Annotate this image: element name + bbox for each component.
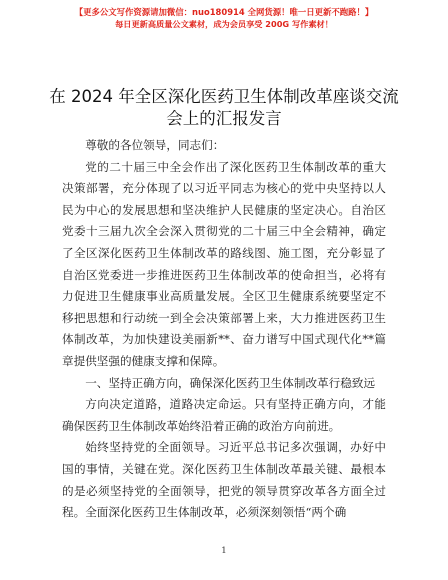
- salutation: 尊敬的各位领导，同志们：: [85, 138, 225, 152]
- promo-banner: [0, 6, 448, 30]
- paragraph-direction: 方向决定道路，道路决定命运。只有坚持正确方向，才能确保医药卫生体制改革始终沿着正确的政治方向前进。: [62, 397, 386, 433]
- section-heading-1: 一、坚持正确方向，确保深化医药卫生体制改革行稳致远: [85, 375, 376, 390]
- document-body: [62, 135, 386, 524]
- paragraph-party-leadership: 始终坚持党的全面领导。习近平总书记多次强调，办好中国的事情，关键在党。深化医药卫生体制改革最关键、最根本的是必须坚持党的全面领导，把党的领导贯穿改革各方面全过程。全面深化医药卫生体制改革，必须深刻领悟“两个确: [62, 440, 386, 520]
- paragraph-intro: 党的二十届三中全会作出了深化医药卫生体制改革的重大决策部署，充分体现了以习近平同志为核心的党中央坚持以人民为中心的发展思想和坚决维护人民健康的坚定决心。自治区党委十三届九次全会深入贯彻党的二十届三中全会精神，确定了全区深化医药卫生体制改革的路线图、施工图，充分彰显了自治区党委进一步推进医药卫生体制改革的使命担当，必将有力促进卫生健康事业高质量发展。全区卫生健康系统要坚定不移把思想和行动统一到全会决策部署上来，大力推进医药卫生体制改革，为加快建设美丽新**、奋力谱写中国式现代化**篇章提供坚强的健康支撑和保障。: [62, 159, 386, 368]
- page-number: 1: [221, 546, 227, 556]
- promo-banner-line-2: 每日更新高质量公文素材，成为会员享受 200G 写作素材！: [115, 19, 333, 29]
- document-title-line-1: 在 2024 年全区深化医药卫生体制改革座谈交流: [49, 87, 399, 106]
- document-title: [40, 86, 408, 130]
- promo-banner-line-1: 【更多公文写作资源请加微信：nuo180914 全网货源！唯一日更新不跑路！】: [74, 7, 374, 17]
- document-title-line-2: 会上的汇报发言: [166, 109, 282, 128]
